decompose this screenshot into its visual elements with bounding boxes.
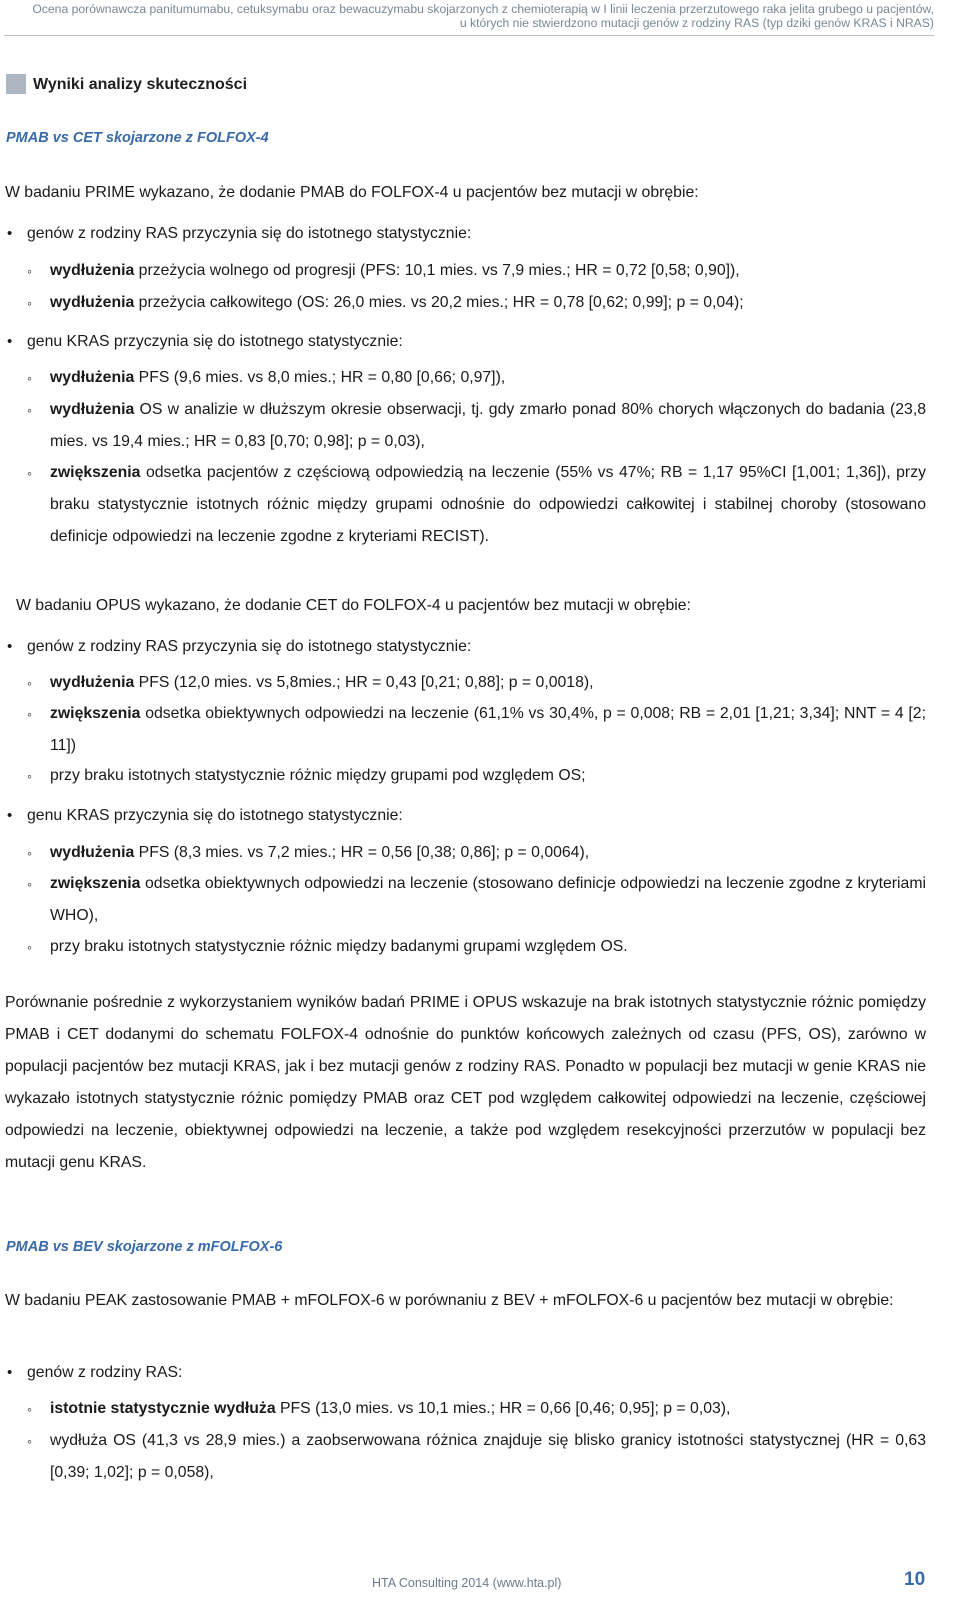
prime-ras-item: • genów z rodziny RAS przyczynia się do istotnego statystycznie: [27, 218, 471, 250]
prime-kras-response-item [50, 457, 926, 553]
opus-ras-os-item: ◦ przy braku istotnych statystycznie różnic między grupami pod względem OS; [50, 760, 926, 792]
subheading-pmab-vs-bev: PMAB vs BEV skojarzone z mFOLFOX-6 [6, 1239, 283, 1255]
prime-intro: W badaniu PRIME wykazano, że dodanie PMAB do FOLFOX-4 u pacjentów bez mutacji w obrębie: [5, 184, 699, 201]
peak-os-item: ◦ wydłuża OS (41,3 vs 28,9 mies.) a zaobserwowana różnica znajduje się blisko granicy istotności statystycznej (HR = 0,63 [0,39; 1,02]; p = 0,058), [50, 1425, 926, 1489]
indirect-comparison-paragraph: Porównanie pośrednie z wykorzystaniem wyników badań PRIME i OPUS wskazuje na brak istotnych statystycznie różnic pomiędzy PMAB i CET dodanymi do schematu FOLFOX-4 odnośnie do punktów końcowych zależnych od czasu (PFS, OS), zarówno w populacji pacjentów bez mutacji KRAS, jak i bez mutacji genów z rodziny RAS. Ponadto w populacji bez mutacji w genie KRAS nie wykazało istotnych statystycznie różnic pomiędzy PMAB oraz CET pod względem całkowitej odpowiedzi na leczenie, częściowej odpowiedzi na leczenie, obiektywnej odpowiedzi na leczenie, a także pod względem resekcyjności przerzutów w populacji bez mutacji genu KRAS. [5, 994, 926, 1171]
opus-kras-pfs-item [50, 837, 926, 869]
opus-ras-response-text: odsetka obiektywnych odpowiedzi na leczenie (61,1% vs 30,4%, p = 0,008; RB = 2,01 [1,21; 3,34]; NNT = 4 [2; 11]) [50, 705, 926, 754]
header-line-1: Ocena porównawcza panitumumabu, cetuksymabu oraz bewacuzymabu skojarzonych z chemioterapią w I linii leczenia przerzutowego raka jelita grubego u pacjentów, [32, 2, 934, 16]
subheading-pmab-vs-cet: PMAB vs CET skojarzone z FOLFOX-4 [6, 130, 269, 146]
prime-ras-os-bold: wydłużenia [50, 294, 135, 311]
opus-ras-response-item [50, 698, 926, 762]
section-title: Wyniki analizy skuteczności [33, 76, 248, 93]
prime-kras-pfs-text: PFS (9,6 mies. vs 8,0 mies.; HR = 0,80 [0,66; 0,97]), [134, 369, 506, 386]
prime-kras-os-text: OS w analizie w dłuższym okresie obserwacji, tj. gdy zmarło ponad 80% chorych włączonych do badania (23,8 mies. vs 19,4 mies.; HR = 0,83 [0,70; 0,98]; p = 0,03), [50, 401, 926, 450]
section-marker-icon [6, 74, 26, 94]
prime-kras-os-item [50, 394, 926, 458]
opus-kras-pfs-bold: wydłużenia [50, 844, 135, 861]
opus-ras-pfs-bold: wydłużenia [50, 674, 135, 691]
peak-pfs-item [50, 1393, 926, 1425]
header-rule [4, 35, 934, 36]
peak-pfs-text: PFS (13,0 mies. vs 10,1 mies.; HR = 0,66 [0,46; 0,95]; p = 0,03), [275, 1400, 731, 1417]
header-line-2: u których nie stwierdzono mutacji genów z rodziny RAS (typ dziki genów KRAS i NRAS) [459, 16, 934, 30]
prime-ras-pfs-item [50, 255, 926, 287]
opus-kras-item: • genu KRAS przyczynia się do istotnego statystycznie: [27, 800, 403, 832]
prime-ras-os-text: przeżycia całkowitego (OS: 26,0 mies. vs 20,2 mies.; HR = 0,78 [0,62; 0,99]; p = 0,04); [134, 294, 744, 311]
prime-kras-os-bold: wydłużenia [50, 401, 135, 418]
opus-intro: W badaniu OPUS wykazano, że dodanie CET do FOLFOX-4 u pacjentów bez mutacji w obrębie: [16, 597, 691, 614]
prime-kras-response-bold: zwiększenia [50, 464, 141, 481]
opus-ras-item: • genów z rodziny RAS przyczynia się do istotnego statystycznie: [27, 631, 471, 663]
footer-text: HTA Consulting 2014 (www.hta.pl) [372, 1576, 562, 1590]
prime-kras-pfs-item [50, 362, 926, 394]
peak-intro: W badaniu PEAK zastosowanie PMAB + mFOLFOX-6 w porównaniu z BEV + mFOLFOX-6 u pacjentów bez mutacji w obrębie: [5, 1292, 894, 1309]
opus-ras-response-bold: zwiększenia [50, 705, 141, 722]
peak-pfs-bold: istotnie statystycznie wydłuża [50, 1400, 276, 1417]
prime-kras-pfs-bold: wydłużenia [50, 369, 135, 386]
prime-ras-pfs-text: przeżycia wolnego od progresji (PFS: 10,1 mies. vs 7,9 mies.; HR = 0,72 [0,58; 0,90]), [134, 262, 740, 279]
opus-kras-response-item [50, 868, 926, 932]
peak-ras-item: • genów z rodziny RAS: [27, 1357, 182, 1389]
opus-ras-pfs-item [50, 667, 926, 699]
prime-ras-pfs-bold: wydłużenia [50, 262, 135, 279]
prime-kras-response-text: odsetka pacjentów z częściową odpowiedzią na leczenie (55% vs 47%; RB = 1,17 95%CI [1,001; 1,36]), przy braku statystycznie istotnych różnic między grupami odnośnie do odpowiedzi całkowitej i stabilnej choroby (stosowano definicje odpowiedzi na leczenie zgodne z kryteriami RECIST). [50, 464, 926, 545]
opus-ras-pfs-text: PFS (12,0 mies. vs 5,8mies.; HR = 0,43 [0,21; 0,88]; p = 0,0018), [134, 674, 594, 691]
prime-ras-os-item [50, 287, 926, 319]
opus-kras-response-text: odsetka obiektywnych odpowiedzi na leczenie (stosowano definicje odpowiedzi na leczenie zgodne z kryteriami WHO), [50, 875, 926, 924]
prime-kras-item: • genu KRAS przyczynia się do istotnego statystycznie: [27, 326, 403, 358]
opus-kras-pfs-text: PFS (8,3 mies. vs 7,2 mies.; HR = 0,56 [0,38; 0,86]; p = 0,0064), [134, 844, 590, 861]
page-number: 10 [904, 1569, 926, 1590]
opus-kras-response-bold: zwiększenia [50, 875, 141, 892]
running-header [4, 2, 934, 30]
opus-kras-os-item: ◦ przy braku istotnych statystycznie różnic między badanymi grupami względem OS. [50, 931, 926, 963]
